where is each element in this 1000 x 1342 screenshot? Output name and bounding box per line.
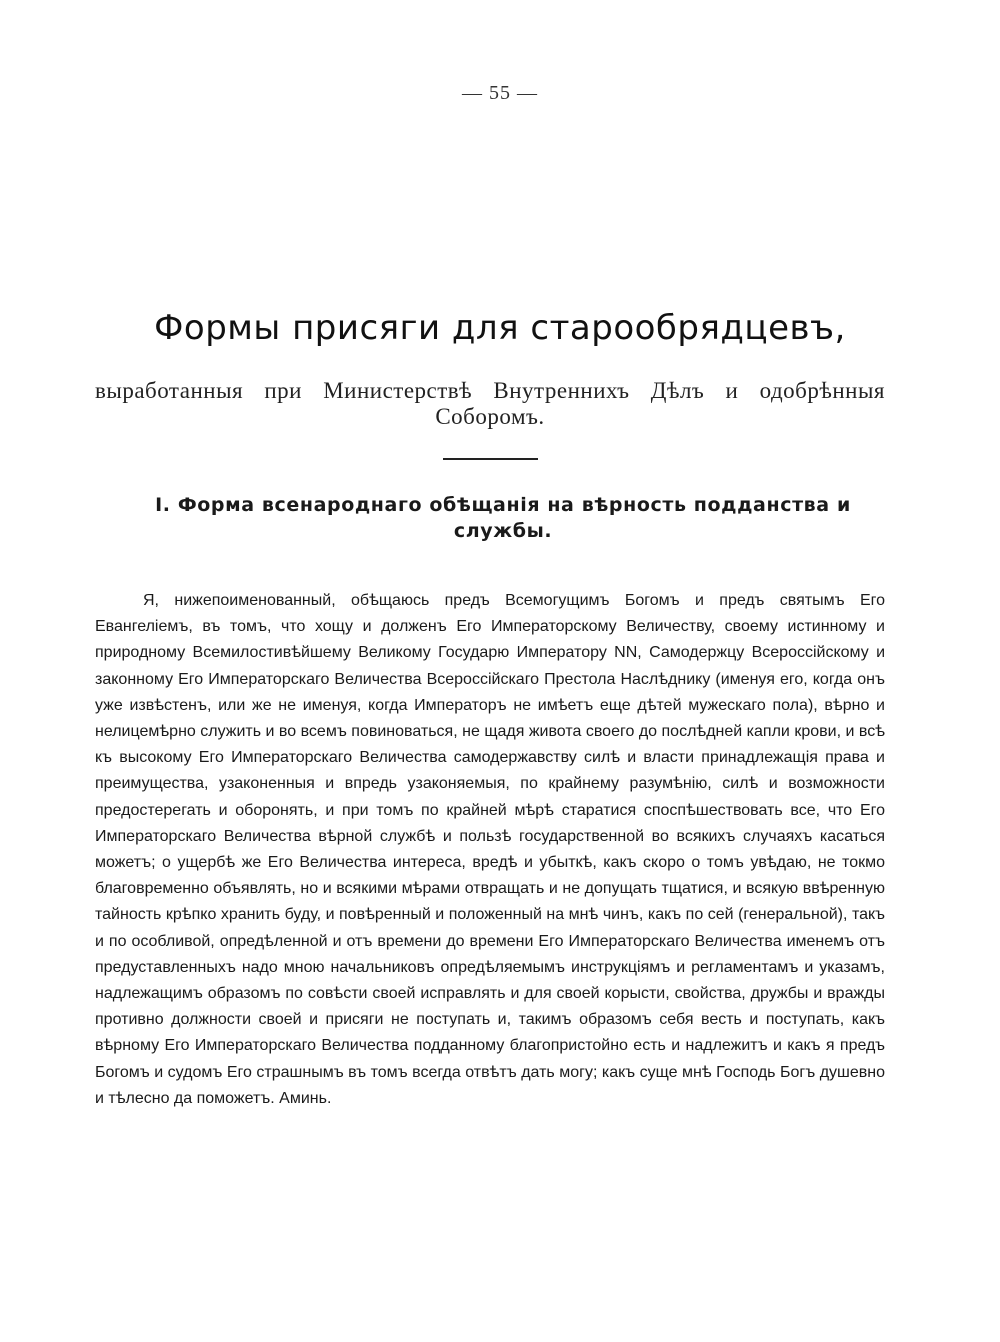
document-title: Формы присяги для старообрядцевъ,: [154, 308, 846, 348]
oath-body-paragraph: Я, нижепоименованный, обѣщаюсь предъ Всемогущимъ Богомъ и предъ святымъ Его Евангеліемъ, въ томъ, что хощу и долженъ Его Императорскому Величеству, своему истинному и природному Всемилостивѣйшему Великому Государю Императору NN, Самодержцу Всероссійскому и законному Его Императорскаго Величества Всероссійскаго Престола Наслѣднику (именуя его, когда онъ уже извѣстенъ, или же не именуя, когда Императоръ не имѣетъ еще дѣтей мужескаго пола), вѣрно и нелицемѣрно служить и во всемъ повиноваться, не щадя живота своего до послѣдней капли крови, и всѣ къ высокому Его Императорскаго Величества самодержавству силѣ и власти принадлежащія права и преимущества, узаконенныя и впредь узаконяемыя, по крайнему разумѣнію, силѣ и возможности предостерегать и оборонять, и при томъ по крайней мѣрѣ старатися споспѣшествовать все, что Его Императорскаго Величества вѣрной службѣ и пользѣ государственной во всякихъ случаяхъ касаться можетъ; о ущербѣ же Его Величества интереса, вредѣ и убыткѣ, какъ скоро о томъ увѣдаю, не токмо благовременно объявлять, но и всякими мѣрами отвращать и не допущать тщатися, и всякую ввѣренную тайность крѣпко хранить буду, и повѣренный и положенный на мнѣ чинъ, какъ по сей (генеральной), такъ и по особливой, опредѣленной и отъ времени до времени Его Императорскаго Величества именемъ отъ предуставленныхъ надо мною начальниковъ опредѣляемымъ инструкціямъ и регламентамъ и указамъ, надлежащимъ образомъ по совѣсти своей исправлять и для своей корысти, свойства, дружбы и вражды противно должности своей и присяги не поступать и, такимъ образомъ себя весть и поступать, какъ вѣрному Его Императорскаго Величества подданному благопристойно есть и надлежитъ и какъ я предъ Богомъ и судомъ Его страшнымъ въ томъ всегда отвѣтъ дать могу; какъ суще мнѣ Господь Богъ душевно и тѣлесно да поможетъ. Аминь.: [95, 592, 885, 1107]
document-subtitle: выработанныя при Министерствѣ Внутреннихъ Дѣлъ и одобрѣнныя Соборомъ.: [95, 378, 885, 429]
page-number: — 55 —: [462, 82, 538, 104]
separator-rule: [443, 458, 538, 460]
section-heading: I. Форма всенароднаго обѣщанія на вѣрность подданства и службы.: [155, 494, 851, 542]
